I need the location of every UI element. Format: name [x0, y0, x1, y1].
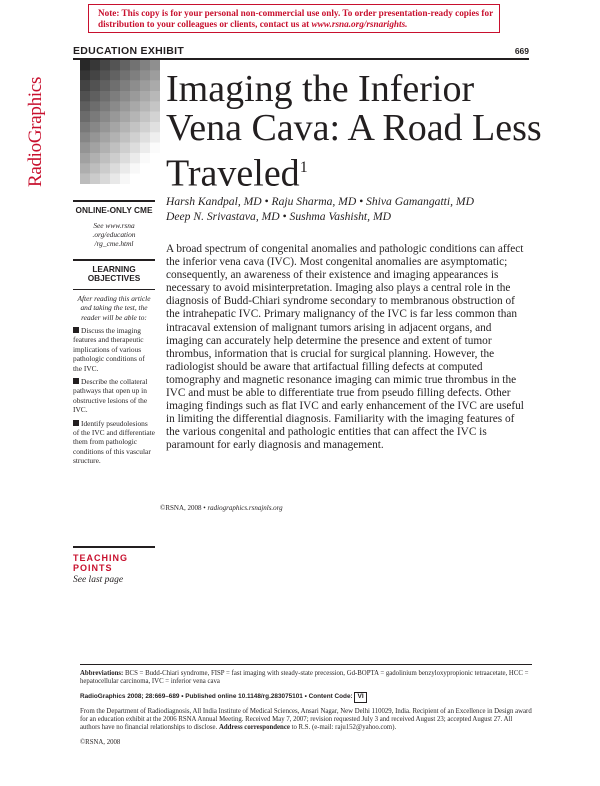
gradient-cell: [130, 163, 140, 174]
gradient-cell: [150, 153, 160, 164]
footer-rule: [80, 664, 532, 665]
correspondence-label: Address correspondence: [218, 724, 290, 732]
gradient-cell: [130, 91, 140, 102]
citation-text: RadioGraphics 2008; 28:669–689 • Published online 10.1148/rg.283075101 • Content Code:: [80, 693, 353, 701]
journal-logo-text: RadioGraphics: [25, 76, 46, 188]
gradient-cell: [150, 112, 160, 123]
gradient-cell: [130, 132, 140, 143]
gradient-cell: [90, 81, 100, 92]
gradient-cell: [80, 101, 90, 112]
gradient-cell: [80, 70, 90, 81]
teaching-points: [73, 546, 163, 585]
gradient-cell: [130, 174, 140, 184]
sidebar: [73, 200, 155, 470]
gradient-cell: [110, 101, 120, 112]
gradient-cell: [80, 122, 90, 133]
cme-heading: ONLINE-ONLY CME: [75, 205, 153, 215]
gradient-cell: [90, 70, 100, 81]
gradient-cell: [120, 60, 130, 71]
gradient-cell: [130, 153, 140, 164]
gradient-cell: [110, 70, 120, 81]
gradient-cell: [80, 153, 90, 164]
gradient-cell: [140, 163, 150, 174]
gradient-cell: [90, 174, 100, 184]
gradient-cell: [80, 132, 90, 143]
page-number: 669: [514, 46, 529, 56]
correspondence-text: to R.S. (e-mail: raju152@yahoo.com).: [289, 724, 397, 732]
gradient-cell: [130, 101, 140, 112]
gradient-cell: [100, 60, 110, 71]
gradient-cell: [140, 60, 150, 71]
objectives-heading: LEARNING OBJECTIVES: [87, 263, 141, 284]
gradient-cell: [90, 132, 100, 143]
objective-text: Identify pseudolesions of the IVC and differentiate them from pathologic conditions of this vascular structure.: [73, 418, 155, 466]
gradient-cell: [140, 122, 150, 133]
gradient-cell: [100, 101, 110, 112]
gradient-cell: [120, 122, 130, 133]
gradient-cell: [130, 112, 140, 123]
objectives-rule: [73, 259, 155, 261]
gradient-cell: [140, 174, 150, 184]
journal-logo: [27, 72, 45, 192]
gradient-cell: [110, 81, 120, 92]
gradient-cell: [120, 143, 130, 154]
article-title: [166, 70, 546, 194]
copyright-symbol: ©: [160, 504, 166, 512]
gradient-cell: [130, 81, 140, 92]
teaching-rule: [73, 546, 155, 548]
gradient-cell: [120, 153, 130, 164]
gradient-cell: [110, 132, 120, 143]
gradient-cell: [140, 91, 150, 102]
gradient-cell: [120, 91, 130, 102]
objective-text: Describe the collateral pathways that open up in obstructive lesions of the IVC.: [73, 376, 148, 415]
gradient-cell: [90, 101, 100, 112]
bullet-icon: [73, 327, 79, 333]
gradient-cell: [120, 132, 130, 143]
gradient-cell: [110, 91, 120, 102]
gradient-cell: [100, 163, 110, 174]
footer-copyright-symbol: ©: [80, 739, 86, 747]
objective-item: [73, 326, 155, 373]
author-list: [166, 194, 536, 224]
copyright-text: RSNA, 2008 •: [165, 504, 208, 512]
gradient-cell: [90, 163, 100, 174]
gradient-cell: [80, 81, 90, 92]
abbreviations-text: BCS = Budd-Chiari syndrome, FISP = fast imaging with steady-state precession, Gd-BOPTA = gadolinium benzyloxypropionic tetraacetate, HCC = hepatocellular carcinoma, IVC = inferior vena cava: [80, 670, 529, 686]
gradient-cell: [110, 153, 120, 164]
content-code-badge: VI: [354, 692, 366, 702]
gradient-cell: [120, 70, 130, 81]
objectives-subrule: [73, 289, 155, 290]
gradient-cell: [90, 143, 100, 154]
cme-link[interactable]: See www.rsna .org/education /rg_cme.html: [92, 220, 136, 249]
notice-text: Note: This copy is for your personal non-commercial use only. To order presentation-ready copies for distribution to your colleagues or clients, contact us at: [98, 8, 493, 29]
authors-line-1: Harsh Kandpal, MD • Raju Sharma, MD • Shiva Gamangatti, MD: [166, 195, 474, 208]
gradient-cell: [140, 101, 150, 112]
gradient-cell: [90, 112, 100, 123]
copyright-notice-box: [88, 4, 500, 33]
gradient-cell: [100, 70, 110, 81]
abstract-text: A broad spectrum of congenital anomalies and pathologic conditions can affect the inferior vena cava (IVC). Most congenital anomalies are asymptomatic; consequently, an awareness of their existence and imaging appearances is necessary to avoid misinterpretation. Imaging also plays a central role in the diagnosis of Budd-Chiari syndrome secondary to membranous obstruction of the intrahepatic IVC. Primary malignancy of the IVC is far less common than intracaval extension of malignant tumors arising in adjacent organs, and imaging can accurately help determine the presence and extent of tumor thrombus, information that is crucial for surgical planning. However, the radiologist should be aware that artifactual filling defects at computed tomography and magnetic resonance imaging can mimic true thrombus in the IVC and must be able to differentiate true from pseudo filling defects. Other imaging findings such as flat IVC and early enhancement of the IVC are useful in limiting the differential diagnosis. Familiarity with the imaging features of the various congenital and pathologic entities that can affect the IVC is paramount for early diagnosis and management.: [166, 243, 524, 452]
gradient-cell: [90, 122, 100, 133]
teaching-heading-2: POINTS: [73, 563, 113, 573]
title-footnote-marker: 1: [299, 159, 308, 176]
gradient-cell: [130, 60, 140, 71]
decorative-gradient-block: [80, 60, 160, 184]
gradient-cell: [120, 101, 130, 112]
objectives-intro: After reading this article and taking the test, the reader will be able to:: [77, 293, 151, 322]
gradient-cell: [110, 60, 120, 71]
bullet-icon: [73, 378, 79, 384]
gradient-cell: [100, 174, 110, 184]
gradient-cell: [150, 101, 160, 112]
footer-copyright: [80, 739, 532, 747]
gradient-cell: [80, 163, 90, 174]
section-label: EDUCATION EXHIBIT: [73, 45, 185, 57]
gradient-cell: [100, 91, 110, 102]
gradient-cell: [110, 143, 120, 154]
gradient-cell: [110, 112, 120, 123]
gradient-cell: [120, 163, 130, 174]
bullet-icon: [73, 420, 79, 426]
gradient-cell: [150, 81, 160, 92]
gradient-cell: [110, 122, 120, 133]
gradient-cell: [140, 70, 150, 81]
objective-item: [73, 377, 155, 415]
gradient-cell: [150, 174, 160, 184]
gradient-cell: [110, 163, 120, 174]
gradient-cell: [130, 122, 140, 133]
sidebar-rule: [73, 200, 155, 202]
abbreviations-label: Abbreviations:: [80, 670, 124, 677]
gradient-cell: [80, 91, 90, 102]
gradient-cell: [140, 153, 150, 164]
notice-url[interactable]: www.rsna.org/rsnarights.: [311, 19, 408, 29]
gradient-cell: [140, 81, 150, 92]
gradient-cell: [80, 60, 90, 71]
gradient-cell: [140, 112, 150, 123]
gradient-cell: [80, 174, 90, 184]
gradient-cell: [130, 70, 140, 81]
article-copyright: [160, 504, 283, 512]
authors-line-2: Deep N. Srivastava, MD • Sushma Vashisht, MD: [166, 210, 391, 223]
gradient-cell: [150, 143, 160, 154]
footer-copyright-text: RSNA, 2008: [85, 739, 121, 747]
gradient-cell: [100, 143, 110, 154]
gradient-cell: [110, 174, 120, 184]
gradient-cell: [140, 132, 150, 143]
gradient-cell: [150, 60, 160, 71]
gradient-cell: [150, 70, 160, 81]
gradient-cell: [100, 153, 110, 164]
gradient-cell: [90, 91, 100, 102]
citation: [80, 692, 532, 702]
abstract: [166, 243, 530, 453]
objective-text: Discuss the imaging features and therapeutic implications of various pathologic conditions of the IVC.: [73, 325, 145, 373]
footer: [80, 664, 532, 747]
gradient-cell: [80, 112, 90, 123]
article-title-text: Imaging the Inferior Vena Cava: A Road Less Traveled: [166, 68, 542, 195]
gradient-cell: [120, 174, 130, 184]
objective-item: [73, 419, 155, 466]
gradient-cell: [150, 132, 160, 143]
teaching-see-link[interactable]: See last page: [73, 575, 124, 585]
gradient-cell: [150, 122, 160, 133]
teaching-heading-1: TEACHING: [73, 553, 128, 563]
gradient-cell: [100, 122, 110, 133]
affiliation-text: From the Department of Radiodiagnosis, All India Institute of Medical Sciences, Ansari Nagar, New Delhi 110029, India. Recipient of an Excellence in Design award for an education exhibit at the 2006 RSNA Annual Meeting. Received May 7, 2007; revision requested July 3 and received August 23; accepted August 27. All authors have no financial relationships to disclose.: [80, 707, 532, 732]
abbreviations: [80, 670, 532, 686]
gradient-cell: [130, 143, 140, 154]
affiliation: [80, 708, 532, 733]
gradient-cell: [100, 132, 110, 143]
gradient-cell: [80, 143, 90, 154]
gradient-cell: [150, 91, 160, 102]
gradient-cell: [90, 153, 100, 164]
gradient-cell: [120, 81, 130, 92]
gradient-cell: [120, 112, 130, 123]
gradient-cell: [150, 163, 160, 174]
gradient-cell: [100, 112, 110, 123]
gradient-cell: [140, 143, 150, 154]
gradient-cell: [100, 81, 110, 92]
copyright-url[interactable]: radiographics.rsnajnls.org: [207, 504, 283, 512]
gradient-cell: [90, 60, 100, 71]
